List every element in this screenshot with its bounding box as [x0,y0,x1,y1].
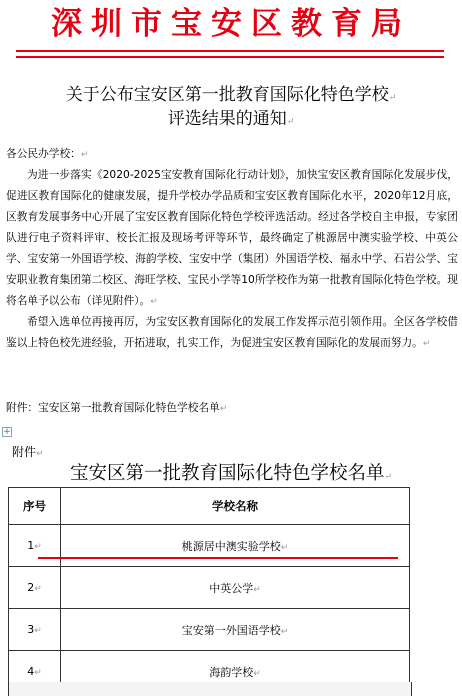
salutation: 各公民办学校：↵ [6,147,89,160]
school-list-table [8,487,410,693]
masthead: 深圳市宝安区教育局 [51,6,411,42]
table-header-row [9,488,410,525]
notice-title-line1: 关于公布宝安区第一批教育国际化特色学校↵ [65,85,397,105]
masthead-divider-bottom [16,56,444,58]
row-index: 2↵ [9,567,61,609]
attachment-note: 附件：宝安区第一批教育国际化特色学校名单↵ [6,401,228,414]
body-paragraph-2: 希望入选单位再接再厉，为宝安区教育国际化的发展工作发挥示范引领作用。全区各学校借鉴以上特色校先进经验，开拓进取，扎实工作，为促进宝安区教育国际化的发展而努力。↵ [6,315,458,349]
row-school-name: 桃源居中澳实验学校↵ [61,525,410,567]
notice-title-line2: 评选结果的通知↵ [167,109,295,129]
list-title: 宝安区第一批教育国际化特色学校名单↵ [69,463,393,484]
row-school-name: 海韵学校↵ [61,651,410,693]
masthead-divider-top [16,50,444,52]
row-index: 4↵ [9,651,61,693]
table-row [9,609,410,651]
row-index: 1↵ [9,525,61,567]
row-school-name: 中英公学↵ [61,567,410,609]
highlight-underline [38,557,398,559]
table-move-handle-icon[interactable]: + [3,427,11,437]
table-row [9,567,410,609]
body-paragraph-1: 为进一步落实《2020-2025宝安教育国际化行动计划》，加快宝安区教育国际化发展步伐，促进区教育国际化的健康发展，提升学校办学品质和宝安区教育国际化水平，2020年12月底，区教育发展事务中心开展了宝安区教育国际化特色学校评选活动。经过各学校自主申报，专家团队进行电子资料评审、校长汇报及现场考评等环节，最终确定了桃源居中澳实验学校、中英公学、宝安第一外国语学校、海韵学校、宝安中学（集团）外国语学校、福永中学、石岩公学、宝安职业教育集团第二校区、海旺学校、宝民小学等10所学校作为第一批教育国际化特色学校。现将名单予以公布（详见附件）。↵ [6,168,458,307]
row-index: 3↵ [9,609,61,651]
attachment-label: 附件↵ [12,445,44,459]
header-school-name: 学校名称 [61,488,410,525]
row-school-name: 宝安第一外国语学校↵ [61,609,410,651]
header-index: 序号 [9,488,61,525]
table-continuation-row [8,682,412,696]
table-row [9,525,410,567]
